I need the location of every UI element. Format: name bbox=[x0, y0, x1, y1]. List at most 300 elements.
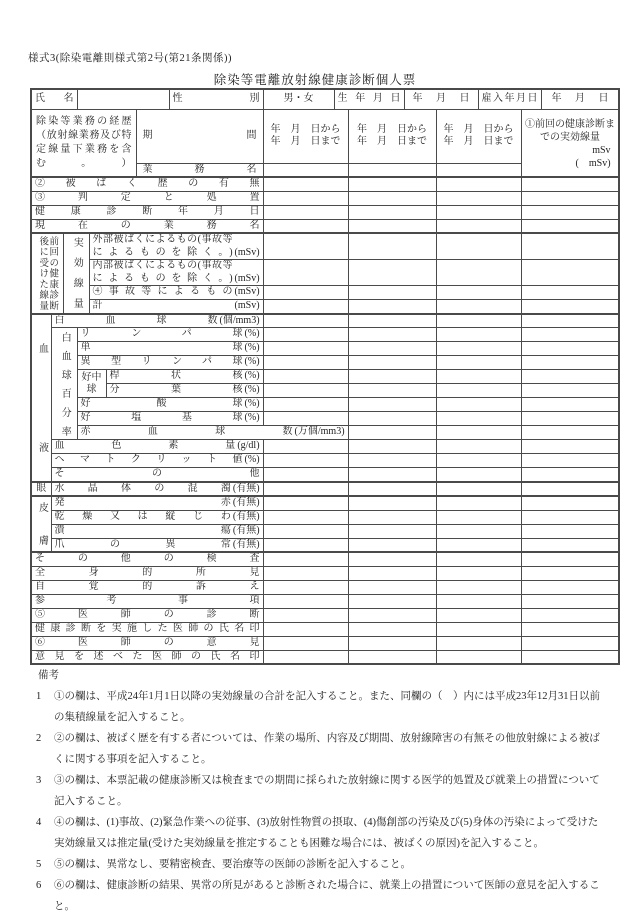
dose-total-label bbox=[89, 300, 263, 314]
entry-cell[interactable] bbox=[521, 260, 619, 286]
current-work-label: 現在の業務名 bbox=[31, 219, 263, 233]
entry-cell[interactable] bbox=[521, 328, 619, 342]
atypical-lymphocyte-label bbox=[77, 356, 263, 370]
entry-cell[interactable] bbox=[348, 426, 436, 440]
lymphocyte-label bbox=[77, 328, 263, 342]
eye-lens-label bbox=[51, 482, 263, 497]
entry-cell[interactable] bbox=[263, 440, 348, 454]
doctor-opinion-label: ⑥医師の意見 bbox=[31, 636, 263, 650]
entry-cell[interactable] bbox=[436, 300, 521, 314]
neutrophil-group-label: 好中球 bbox=[77, 370, 106, 398]
entry-cell[interactable] bbox=[348, 177, 436, 191]
other-exam-row bbox=[31, 552, 619, 566]
entry-cell[interactable] bbox=[263, 191, 348, 205]
entry-cell[interactable] bbox=[263, 398, 348, 412]
judgement-row bbox=[31, 191, 619, 205]
entry-cell[interactable] bbox=[436, 219, 521, 233]
external-dose-row bbox=[31, 233, 619, 260]
remark-number: 1 bbox=[36, 691, 42, 702]
remark-number: 3 bbox=[36, 775, 42, 786]
unit-text: (mSv) bbox=[234, 272, 260, 284]
skin-dryness-row bbox=[31, 510, 619, 524]
remark-item-3 bbox=[36, 770, 602, 812]
entry-cell[interactable] bbox=[348, 538, 436, 552]
remark-text: ①の欄は、平成24年1月1日以降の実効線量の合計を記入すること。また、同欄の（ ）内には平成23年12月31日以前の集積線量を記入すること。 bbox=[54, 691, 600, 723]
basophil-label bbox=[77, 412, 263, 426]
entry-cell[interactable] bbox=[521, 205, 619, 219]
band-nucleus-label bbox=[106, 370, 263, 384]
entry-cell[interactable] bbox=[521, 426, 619, 440]
entry-cell[interactable] bbox=[263, 356, 348, 370]
label-text: 好塩基球 bbox=[80, 412, 243, 424]
label-text: ヘマトクリット値 bbox=[54, 454, 243, 466]
eosinophil-label bbox=[77, 398, 263, 412]
entry-cell[interactable] bbox=[348, 650, 436, 664]
remark-item-5 bbox=[36, 854, 602, 875]
remark-text: ③の欄は、本票記載の健康診断又は検査までの期間に採られた放射線に関する医学的処置及び就業上の措置について記入すること。 bbox=[54, 775, 600, 807]
entry-cell[interactable] bbox=[348, 440, 436, 454]
label-text: 分葉核 bbox=[109, 384, 243, 396]
entry-cell[interactable] bbox=[348, 384, 436, 398]
entry-cell[interactable] bbox=[348, 482, 436, 497]
basophil-row bbox=[31, 412, 619, 426]
entry-cell[interactable] bbox=[521, 608, 619, 622]
other-exam-label: その他の検査 bbox=[31, 552, 263, 566]
entry-cell[interactable] bbox=[521, 580, 619, 594]
entry-cell[interactable] bbox=[348, 205, 436, 219]
exposure-history-label: ②被ばく歴の有無 bbox=[31, 177, 263, 191]
general-findings-label: 全身的所見 bbox=[31, 566, 263, 580]
header-row bbox=[31, 89, 619, 109]
entry-cell[interactable] bbox=[436, 622, 521, 636]
period-from-text: 年 月 日から bbox=[270, 123, 341, 135]
subjective-complaint-row bbox=[31, 580, 619, 594]
entry-cell[interactable] bbox=[521, 398, 619, 412]
period-entry-cell-1[interactable] bbox=[263, 109, 348, 163]
entry-cell[interactable] bbox=[521, 412, 619, 426]
blood-vertical-text: 血液 bbox=[36, 342, 48, 453]
format-reference: 様式3(除染電離則様式第2号(第21条関係)) bbox=[28, 53, 232, 64]
entry-cell[interactable] bbox=[263, 260, 348, 286]
dose-since-prev-vertical-text: 前回の健康診断後に受けた線量 bbox=[37, 236, 58, 311]
label-text: 好酸球 bbox=[80, 398, 243, 410]
entry-cell[interactable] bbox=[436, 594, 521, 608]
unit-text: (mSv) bbox=[234, 286, 260, 298]
entry-cell[interactable] bbox=[521, 233, 619, 260]
entry-cell[interactable] bbox=[521, 468, 619, 482]
blood-other-row bbox=[31, 468, 619, 482]
period-to-text: 年 月 日まで bbox=[357, 136, 428, 147]
entry-cell[interactable] bbox=[521, 594, 619, 608]
entry-cell[interactable] bbox=[348, 580, 436, 594]
work-name-label: 業務名 bbox=[136, 163, 263, 177]
entry-cell[interactable] bbox=[263, 622, 348, 636]
label-text: 水晶体の混濁 bbox=[54, 482, 231, 494]
skin-ulcer-label bbox=[51, 524, 263, 538]
entry-cell[interactable] bbox=[521, 342, 619, 356]
exam-date-label: 健康診断年月日 bbox=[31, 205, 263, 219]
entry-cell[interactable] bbox=[348, 328, 436, 342]
unit-text: (%) bbox=[244, 328, 260, 340]
entry-cell[interactable] bbox=[521, 286, 619, 300]
entry-cell[interactable] bbox=[263, 580, 348, 594]
label-text: 赤血球数 bbox=[80, 426, 293, 438]
doctor-diagnosis-row bbox=[31, 608, 619, 622]
doctor-opinion-row bbox=[31, 636, 619, 650]
entry-cell[interactable] bbox=[521, 482, 619, 497]
entry-cell[interactable] bbox=[436, 440, 521, 454]
entry-cell[interactable] bbox=[263, 286, 348, 300]
eosinophil-row bbox=[31, 398, 619, 412]
entry-cell[interactable] bbox=[348, 468, 436, 482]
monocyte-label bbox=[77, 342, 263, 356]
page-title: 除染等電離放射線健康診断個人票 bbox=[213, 73, 417, 87]
entry-cell[interactable] bbox=[348, 286, 436, 300]
entry-cell[interactable] bbox=[348, 300, 436, 314]
entry-cell[interactable] bbox=[263, 468, 348, 482]
label-text: 血色素量 bbox=[54, 440, 236, 452]
remark-text: ⑤の欄は、異常なし、要精密検査、要治療等の医師の診断を記入すること。 bbox=[54, 859, 411, 870]
entry-cell[interactable] bbox=[348, 191, 436, 205]
label-text: 計 bbox=[92, 300, 103, 311]
entry-cell[interactable] bbox=[436, 608, 521, 622]
label-text: 爪の異常 bbox=[54, 538, 231, 550]
unit-text: (個/mm3) bbox=[219, 314, 260, 326]
health-exam-form-table bbox=[30, 88, 620, 665]
hire-date-entry-cell[interactable]: 年月日 bbox=[541, 89, 619, 109]
remarks-section bbox=[30, 666, 602, 917]
entry-cell[interactable] bbox=[436, 552, 521, 566]
eye-lens-row bbox=[31, 482, 619, 497]
opinion-doctor-name-row bbox=[31, 650, 619, 664]
remark-item-1 bbox=[36, 686, 602, 728]
entry-cell[interactable] bbox=[263, 650, 348, 664]
entry-cell[interactable] bbox=[348, 163, 436, 177]
skin-ulcer-row bbox=[31, 524, 619, 538]
name-label: 氏名 bbox=[31, 89, 77, 109]
period-from-text: 年 月 日から bbox=[443, 123, 514, 135]
wbc-count-row bbox=[31, 314, 619, 328]
period-entry-cell-2[interactable] bbox=[348, 109, 436, 163]
remark-item-2 bbox=[36, 728, 602, 770]
history-period-row bbox=[31, 109, 619, 163]
entry-cell[interactable] bbox=[436, 314, 521, 328]
period-to-text: 年 月 日まで bbox=[443, 136, 514, 147]
label-text: 桿状核 bbox=[109, 370, 243, 382]
unit-text: (有無) bbox=[232, 538, 260, 550]
entry-cell[interactable] bbox=[348, 622, 436, 636]
entry-cell[interactable] bbox=[521, 370, 619, 384]
wbc-count-label bbox=[51, 314, 263, 328]
entry-cell[interactable] bbox=[263, 496, 348, 510]
entry-cell[interactable] bbox=[436, 205, 521, 219]
hematocrit-label bbox=[51, 454, 263, 468]
entry-cell[interactable] bbox=[436, 356, 521, 370]
birthdate-label: 生年月日 bbox=[334, 89, 404, 109]
unit-text: (万個/mm3) bbox=[294, 426, 345, 438]
hire-date-label: 雇入年月日 bbox=[478, 89, 541, 109]
entry-cell[interactable] bbox=[263, 524, 348, 538]
entry-cell[interactable] bbox=[348, 552, 436, 566]
entry-cell[interactable] bbox=[263, 314, 348, 328]
entry-cell[interactable] bbox=[348, 636, 436, 650]
entry-cell[interactable] bbox=[263, 510, 348, 524]
entry-cell[interactable] bbox=[263, 454, 348, 468]
entry-cell[interactable] bbox=[436, 580, 521, 594]
work-history-label: 除染等業務の経歴（放射線業務及び特定線量下業務を含む。） bbox=[31, 109, 136, 177]
label-text: 乾燥又は縦じわ bbox=[54, 510, 231, 522]
entry-cell[interactable] bbox=[521, 622, 619, 636]
entry-cell[interactable] bbox=[436, 177, 521, 191]
entry-cell[interactable] bbox=[348, 454, 436, 468]
entry-cell[interactable] bbox=[348, 370, 436, 384]
entry-cell[interactable] bbox=[263, 300, 348, 314]
entry-cell[interactable] bbox=[521, 356, 619, 370]
entry-cell[interactable] bbox=[263, 482, 348, 497]
unit-text: (%) bbox=[244, 342, 260, 354]
entry-cell[interactable] bbox=[436, 260, 521, 286]
skin-redness-row bbox=[31, 496, 619, 510]
atypical-lymphocyte-row bbox=[31, 356, 619, 370]
reference-items-label: 参考事項 bbox=[31, 594, 263, 608]
dose-total-row bbox=[31, 300, 619, 314]
nail-abnormality-label bbox=[51, 538, 263, 552]
period-label: 期間 bbox=[136, 109, 263, 163]
entry-cell[interactable] bbox=[263, 328, 348, 342]
entry-cell[interactable] bbox=[436, 191, 521, 205]
entry-cell[interactable] bbox=[436, 370, 521, 384]
remark-number: 4 bbox=[36, 817, 42, 828]
entry-cell[interactable] bbox=[348, 594, 436, 608]
entry-cell[interactable] bbox=[521, 191, 619, 205]
remark-item-6 bbox=[36, 875, 602, 917]
entry-cell[interactable] bbox=[436, 510, 521, 524]
unit-text: (%) bbox=[244, 356, 260, 368]
label-text: ④事故等によるもの bbox=[92, 286, 233, 298]
entry-cell[interactable] bbox=[263, 566, 348, 580]
unit-text: (%) bbox=[244, 384, 260, 396]
entry-cell[interactable] bbox=[436, 566, 521, 580]
entry-cell[interactable] bbox=[436, 384, 521, 398]
entry-cell[interactable] bbox=[263, 552, 348, 566]
wbc-percentage-vertical-text: 白血球百分率 bbox=[59, 331, 71, 436]
subjective-complaint-label: 自覚的訴え bbox=[31, 580, 263, 594]
unit-text: (有無) bbox=[232, 497, 260, 508]
entry-cell[interactable] bbox=[348, 510, 436, 524]
skin-group-label bbox=[31, 496, 51, 552]
entry-cell[interactable] bbox=[436, 342, 521, 356]
entry-cell[interactable] bbox=[521, 454, 619, 468]
entry-cell[interactable] bbox=[263, 163, 348, 177]
entry-cell[interactable] bbox=[348, 233, 436, 260]
entry-cell[interactable] bbox=[436, 412, 521, 426]
nail-abnormality-row bbox=[31, 538, 619, 552]
entry-cell[interactable] bbox=[436, 650, 521, 664]
entry-cell[interactable] bbox=[263, 412, 348, 426]
segmented-nucleus-label bbox=[106, 384, 263, 398]
entry-cell[interactable] bbox=[263, 608, 348, 622]
entry-cell[interactable] bbox=[436, 328, 521, 342]
entry-cell[interactable] bbox=[521, 566, 619, 580]
entry-cell[interactable] bbox=[263, 538, 348, 552]
entry-cell[interactable] bbox=[521, 510, 619, 524]
blood-group-label bbox=[31, 314, 51, 482]
entry-cell[interactable] bbox=[436, 524, 521, 538]
external-dose-label bbox=[89, 233, 263, 260]
entry-cell[interactable] bbox=[436, 426, 521, 440]
entry-cell[interactable] bbox=[436, 286, 521, 300]
accident-dose-label bbox=[89, 286, 263, 300]
entry-cell[interactable] bbox=[436, 636, 521, 650]
entry-cell[interactable] bbox=[348, 356, 436, 370]
lymphocyte-row bbox=[31, 328, 619, 342]
entry-cell[interactable] bbox=[263, 205, 348, 219]
unit-text: (有無) bbox=[232, 510, 260, 522]
wbc-percentage-group-label bbox=[51, 328, 77, 440]
eye-group-label: 眼 bbox=[31, 482, 51, 497]
sex-label: 性別 bbox=[169, 89, 263, 109]
label-text: 発赤 bbox=[54, 497, 231, 508]
entry-cell[interactable] bbox=[263, 384, 348, 398]
hemoglobin-label bbox=[51, 440, 263, 454]
remark-text: ⑥の欄は、健康診断の結果、異常の所見があると診断された場合に、就業上の措置について医師の意見を記入すること。 bbox=[54, 880, 600, 912]
entry-cell[interactable] bbox=[348, 496, 436, 510]
unit-text: (%) bbox=[244, 370, 260, 382]
entry-cell[interactable] bbox=[521, 314, 619, 328]
remark-number: 2 bbox=[36, 733, 42, 744]
judgement-label: ③判定と処置 bbox=[31, 191, 263, 205]
accident-dose-row bbox=[31, 286, 619, 300]
entry-cell[interactable] bbox=[263, 233, 348, 260]
label-text: 単球 bbox=[80, 342, 243, 354]
entry-cell[interactable] bbox=[263, 636, 348, 650]
entry-cell[interactable] bbox=[436, 538, 521, 552]
hematocrit-row bbox=[31, 454, 619, 468]
entry-cell[interactable] bbox=[521, 300, 619, 314]
label-text: リンパ球 bbox=[80, 328, 243, 340]
unit-text: (%) bbox=[244, 412, 260, 424]
unit-text: (%) bbox=[244, 398, 260, 410]
skin-redness-label bbox=[51, 496, 263, 510]
entry-cell[interactable] bbox=[436, 163, 521, 177]
birthdate-entry-cell[interactable]: 年月日 bbox=[404, 89, 478, 109]
entry-cell[interactable] bbox=[348, 524, 436, 538]
entry-cell[interactable] bbox=[521, 177, 619, 191]
entry-cell[interactable] bbox=[521, 538, 619, 552]
doctor-diagnosis-label: ⑤医師の診断 bbox=[31, 608, 263, 622]
skin-dryness-label bbox=[51, 510, 263, 524]
entry-cell[interactable] bbox=[521, 524, 619, 538]
remark-text: ②の欄は、被ばく歴を有する者については、作業の場所、内容及び期間、放射線障害の有無その他放射線による被ばくに関する事項を記入すること。 bbox=[54, 733, 600, 765]
unit-text: (%) bbox=[244, 454, 260, 466]
prev-dose-unit: mSv bbox=[592, 144, 611, 156]
name-entry-cell[interactable] bbox=[77, 89, 169, 109]
internal-dose-row bbox=[31, 260, 619, 286]
label-text: 異型リンパ球 bbox=[80, 356, 243, 368]
unit-text: (mSv) bbox=[234, 300, 260, 311]
entry-cell[interactable] bbox=[348, 260, 436, 286]
entry-cell[interactable] bbox=[436, 482, 521, 497]
entry-cell[interactable] bbox=[521, 440, 619, 454]
remark-number: 6 bbox=[36, 880, 42, 891]
entry-cell[interactable] bbox=[263, 177, 348, 191]
entry-cell[interactable] bbox=[263, 594, 348, 608]
entry-cell[interactable] bbox=[521, 650, 619, 664]
entry-cell[interactable] bbox=[348, 608, 436, 622]
entry-cell[interactable] bbox=[436, 468, 521, 482]
label-text: 内部被ばくによるもの(事故等によるものを除く。) bbox=[92, 260, 233, 284]
reference-items-row bbox=[31, 594, 619, 608]
entry-cell[interactable] bbox=[263, 370, 348, 384]
entry-cell[interactable] bbox=[436, 496, 521, 510]
examining-doctor-name-label: 健康診断を実施した医師の氏名印 bbox=[31, 622, 263, 636]
entry-cell[interactable] bbox=[521, 636, 619, 650]
entry-cell[interactable] bbox=[348, 398, 436, 412]
label-text: 潰瘍 bbox=[54, 524, 231, 536]
prev-dose-entry-cell[interactable] bbox=[521, 109, 619, 177]
period-entry-cell-3[interactable] bbox=[436, 109, 521, 163]
entry-cell[interactable] bbox=[436, 454, 521, 468]
band-nucleus-row bbox=[31, 370, 619, 384]
entry-cell[interactable] bbox=[348, 342, 436, 356]
effective-dose-vertical-text: 実効線量 bbox=[71, 237, 83, 310]
remark-item-4 bbox=[36, 812, 602, 854]
opinion-doctor-name-label: 意見を述べた医師の氏名印 bbox=[31, 650, 263, 664]
effective-dose-group-label bbox=[63, 233, 89, 314]
prev-dose-unit-paren: ( mSv) bbox=[575, 157, 611, 169]
entry-cell[interactable] bbox=[263, 342, 348, 356]
entry-cell[interactable] bbox=[348, 219, 436, 233]
entry-cell[interactable] bbox=[521, 552, 619, 566]
entry-cell[interactable] bbox=[348, 412, 436, 426]
entry-cell[interactable] bbox=[348, 566, 436, 580]
period-from-text: 年 月 日から bbox=[357, 123, 428, 135]
unit-text: (有無) bbox=[232, 482, 260, 494]
entry-cell[interactable] bbox=[436, 398, 521, 412]
unit-text: (g/dl) bbox=[237, 440, 260, 452]
entry-cell[interactable] bbox=[521, 496, 619, 510]
period-to-text: 年 月 日まで bbox=[270, 136, 341, 147]
exam-date-row bbox=[31, 205, 619, 219]
remark-text: ④の欄は、(1)事故、(2)緊急作業への従事、(3)放射性物質の摂取、(4)傷創部の汚染及び(5)身体の汚染によって受けた実効線量又は推定量(受けた実効線量を推定することも困難な場合には、被ばくの原因)を記入すること。 bbox=[54, 817, 599, 849]
unit-text: (有無) bbox=[232, 524, 260, 536]
monocyte-row bbox=[31, 342, 619, 356]
remark-number: 5 bbox=[36, 859, 42, 870]
segmented-nucleus-row bbox=[31, 384, 619, 398]
examining-doctor-name-row bbox=[31, 622, 619, 636]
entry-cell[interactable] bbox=[263, 219, 348, 233]
unit-text: (mSv) bbox=[234, 246, 260, 258]
entry-cell[interactable] bbox=[436, 233, 521, 260]
hemoglobin-row bbox=[31, 440, 619, 454]
internal-dose-label bbox=[89, 260, 263, 286]
current-work-row bbox=[31, 219, 619, 233]
rbc-count-row bbox=[31, 426, 619, 440]
general-findings-row bbox=[31, 566, 619, 580]
entry-cell[interactable] bbox=[521, 219, 619, 233]
prev-dose-label: ①前回の健康診断までの実効線量 bbox=[525, 118, 616, 143]
blood-other-label: その他 bbox=[51, 468, 263, 482]
dose-since-prev-group-label bbox=[31, 233, 63, 314]
exposure-history-row bbox=[31, 177, 619, 191]
skin-vertical-text: 皮膚 bbox=[36, 502, 48, 546]
label-text: 外部被ばくによるもの(事故等によるものを除く。) bbox=[92, 234, 233, 258]
entry-cell[interactable] bbox=[521, 384, 619, 398]
sex-choice-cell[interactable]: 男・女 bbox=[263, 89, 334, 109]
label-text: 白血球数 bbox=[54, 314, 218, 326]
entry-cell[interactable] bbox=[348, 314, 436, 328]
remarks-title: 備考 bbox=[38, 670, 59, 681]
